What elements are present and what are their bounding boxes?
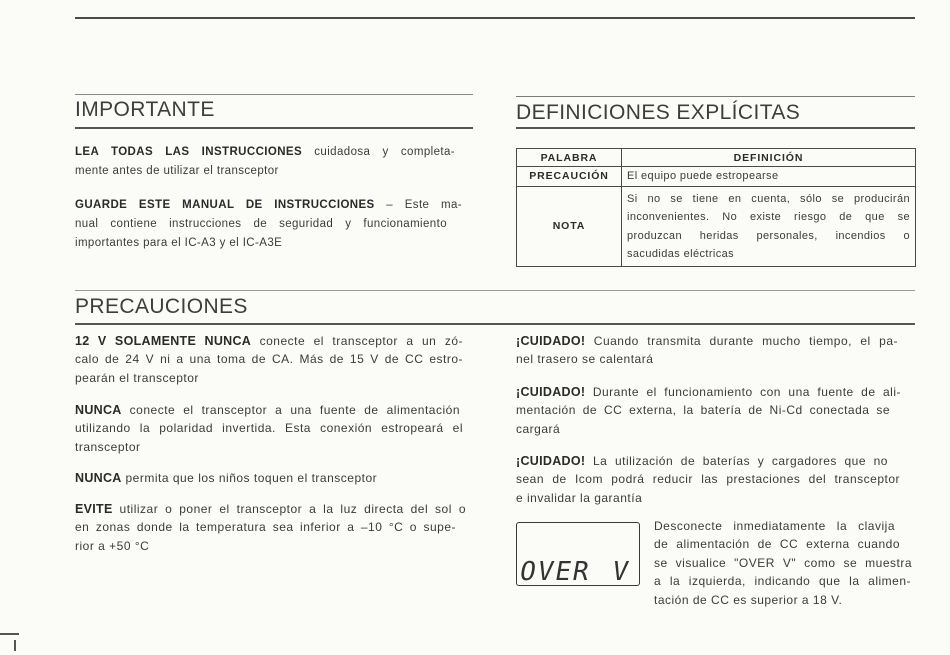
definiciones-heading: DEFINICIONES EXPLÍCITAS [516,101,801,124]
cuidado-paragraph-battery [516,383,901,439]
paragraph-line [516,332,898,351]
paragraph-lead: ¡CUIDADO! [516,333,586,348]
paragraph-line: pearán el transceptor [75,370,199,385]
paragraph-lead: ¡CUIDADO! [516,453,586,468]
table-cell-definition [622,186,916,266]
paragraph-text: La utilización de baterías y cargadores que no [592,453,888,468]
definition-line: sacudidas eléctricas [627,248,735,260]
paragraph-lead: GUARDE ESTE MANUAL DE INSTRUCCIONES [75,199,375,211]
paragraph-lead: 12 V SOLAMENTE NUNCA [75,333,252,348]
paragraph-line: utilizando la polaridad invertida. Esta conexión estropeará el [75,421,463,436]
crop-mark-vertical [14,640,16,651]
paragraph-line [75,196,462,215]
definitions-table [516,148,916,267]
paragraph-line: cargará [516,421,561,436]
paragraph-line: mentación de CC externa, la batería de Ni-Cd conectada se [516,403,890,418]
paragraph-line [75,469,463,488]
paragraph-lead: LEA TODAS LAS INSTRUCCIONES [75,146,303,158]
paragraph-line: importantes para el IC-A3 y el IC-A3E [75,236,283,249]
table-cell-definition [622,167,916,187]
over-voltage-paragraph [654,517,912,610]
cuidado-paragraph-heat [516,332,898,369]
importante-bottom-rule [75,127,473,129]
paragraph-text: utilizar o poner el transceptor a la luz directa del sol o [119,501,466,516]
paragraph-line [75,500,466,519]
caution-paragraph-polarity [75,401,463,457]
importante-heading: IMPORTANTE [75,98,215,121]
paragraph-lead: EVITE [75,501,113,516]
paragraph-line: tación de CC es superior a 18 V. [654,592,843,607]
definition-line: inconvenientes. No existe riesgo de que se [627,211,910,223]
paragraph-text: conecte el transceptor a un zó- [259,333,463,348]
paragraph-line: rior a +50 °C [75,538,150,553]
paragraph-text: Cuando transmita durante mucho tiempo, el pa- [593,333,898,348]
paragraph-line: a la izquierda, indicando que la alimen- [654,574,911,588]
page-top-rule [75,17,915,19]
paragraph-lead: NUNCA [75,470,122,485]
keep-manual-paragraph [75,196,462,252]
paragraph-line: de alimentación de CC externa cuando [654,537,900,551]
caution-paragraph-12v [75,332,463,388]
paragraph-text: cuidadosa y completa- [314,146,455,158]
definiciones-bottom-rule [516,127,915,129]
paragraph-text: permita que los niños toquen el transceptor [125,470,378,485]
definition-line: Si no se tiene en cuenta, sólo se producirán [627,192,910,205]
paragraph-text: – Este ma- [386,199,462,211]
paragraph-line: nual contiene instrucciones de seguridad y funcionamiento [75,217,447,230]
precauciones-heading: PRECAUCIONES [75,295,248,318]
table-row [517,167,916,187]
paragraph-line [75,332,463,351]
lcd-display-text: OVER V [517,557,633,587]
paragraph-line [516,383,901,402]
paragraph-line: calo de 24 V ni a una toma de CA. Más de 15 V de CC estro- [75,352,463,367]
paragraph-line [516,452,888,471]
paragraph-line: en zonas donde la temperatura sea inferior a –10 °C o supe- [75,520,456,535]
table-cell-word: NOTA [517,186,622,266]
paragraph-line: mente antes de utilizar el transceptor [75,164,279,177]
caution-paragraph-sunlight [75,500,466,556]
paragraph-line [75,401,460,420]
precauciones-top-rule [75,290,915,291]
cuidado-paragraph-warranty [516,452,900,508]
column-header-word: PALABRA [517,149,622,167]
definition-line: El equipo puede estropearse [627,170,779,182]
paragraph-text: Durante el funcionamiento con una fuente de ali- [592,384,901,399]
paragraph-lead: ¡CUIDADO! [516,384,586,399]
paragraph-line: e invalidar la garantía [516,490,643,505]
precauciones-bottom-rule [75,323,915,325]
paragraph-line: nel trasero se calentará [516,352,654,367]
column-header-definition: DEFINICIÓN [622,149,916,167]
paragraph-text: conecte el transceptor a una fuente de alimentación [129,402,460,417]
definition-line: produzcan heridas personales, incendios o [627,229,910,242]
table-header-row [517,149,916,167]
paragraph-line: se visualice "OVER V" como se muestra [654,555,912,570]
paragraph-line: sean de Icom podrá reducir las prestaciones del transceptor [516,472,900,487]
paragraph-lead: NUNCA [75,402,122,417]
importante-top-rule [75,94,473,95]
table-cell-word: PRECAUCIÓN [517,167,622,187]
read-instructions-paragraph [75,143,455,181]
paragraph-line [75,143,455,162]
lcd-display-illustration [516,522,640,586]
table-row [517,186,916,266]
definiciones-top-rule [516,96,915,97]
caution-paragraph-children [75,469,463,488]
crop-mark-horizontal [0,633,19,635]
paragraph-line: Desconecte inmediatamente la clavija [654,518,895,533]
paragraph-line: transceptor [75,439,141,454]
